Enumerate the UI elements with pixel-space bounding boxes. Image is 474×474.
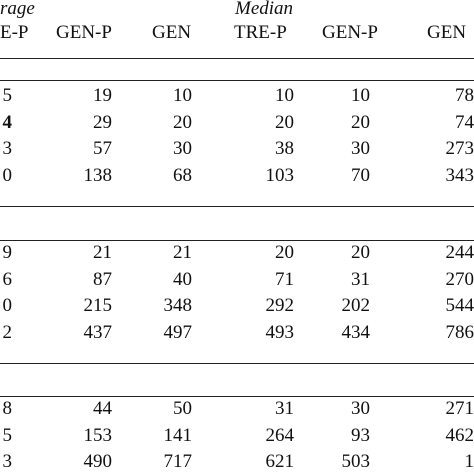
table-cell: 348 (163, 295, 192, 316)
table-cell: 31 (275, 398, 294, 419)
table-cell: 3 (2, 138, 12, 159)
table-cell: 544 (445, 295, 474, 316)
table-cell: 153 (83, 424, 112, 446)
col-header-tre-p-med: TRE-P (234, 22, 287, 43)
table-cell: 244 (445, 242, 474, 263)
group-header-average: rage (0, 0, 35, 19)
table-cell: 57 (93, 138, 112, 159)
section-rule (0, 363, 474, 364)
table-cell: 9 (2, 242, 12, 263)
group-header-median: Median (235, 0, 294, 19)
table-cell: 503 (341, 451, 370, 472)
table-cell: 20 (173, 111, 192, 133)
table-cell: 493 (265, 321, 294, 343)
table-cell: 30 (351, 138, 370, 159)
table-cell: 3 (2, 451, 12, 472)
table-cell: 70 (351, 164, 370, 186)
table-cell: 30 (351, 398, 370, 419)
table-cell: 10 (351, 85, 370, 106)
table-cell: 44 (93, 398, 112, 419)
section-rule (0, 396, 474, 397)
table-cell: 264 (265, 424, 294, 446)
table-cell: 270 (445, 268, 474, 290)
table-cell: 30 (173, 138, 192, 159)
table-cell: 5 (2, 85, 12, 106)
table-cell: 29 (93, 111, 112, 133)
table-cell: 1 (464, 451, 474, 472)
table-cell: 717 (163, 451, 192, 472)
table-cell: 31 (351, 268, 370, 290)
table-cell: 2 (2, 321, 12, 343)
table-cell: 40 (173, 268, 192, 290)
table-cell: 8 (2, 398, 12, 419)
table-cell: 71 (275, 268, 294, 290)
col-header-tre-p-avg: E-P (0, 22, 29, 43)
table-cell: 138 (83, 164, 112, 186)
table-cell: 434 (341, 321, 370, 343)
table-cell: 202 (341, 295, 370, 316)
section-rule (0, 240, 474, 241)
table-cell: 21 (173, 242, 192, 263)
table-cell: 497 (163, 321, 192, 343)
table-cell: 20 (275, 111, 294, 133)
table-cell: 437 (83, 321, 112, 343)
table-cell: 50 (173, 398, 192, 419)
table-cell: 103 (265, 164, 294, 186)
table-cell: 273 (445, 138, 474, 159)
table-cell: 93 (351, 424, 370, 446)
table-cell: 0 (2, 295, 12, 316)
header-rule (0, 58, 474, 59)
table-cell: 20 (351, 242, 370, 263)
table-cell: 68 (173, 164, 192, 186)
table-cell: 0 (2, 164, 12, 186)
table-cell: 621 (265, 451, 294, 472)
table-cell: 141 (163, 424, 192, 446)
table-cell: 490 (83, 451, 112, 472)
table-cell: 10 (275, 85, 294, 106)
col-header-gen-p-avg: GEN-P (56, 22, 112, 43)
col-header-gen-p-med: GEN-P (322, 22, 378, 43)
table-cell: 20 (275, 242, 294, 263)
table-cell: 343 (445, 164, 474, 186)
table-cell: 87 (93, 268, 112, 290)
table-cell: 292 (265, 295, 294, 316)
col-header-gen-avg: GEN (152, 22, 192, 43)
table-cell: 38 (275, 138, 294, 159)
table-cell: 5 (2, 424, 12, 446)
table-cell: 271 (445, 398, 474, 419)
table-cell: 462 (445, 424, 474, 446)
table-cell: 20 (351, 111, 370, 133)
table-cell: 215 (83, 295, 112, 316)
table-cell: 78 (455, 85, 474, 106)
col-header-gen-med: GEN (427, 22, 467, 43)
table-cell: 19 (93, 85, 112, 106)
table-cell: 10 (173, 85, 192, 106)
section-rule (0, 206, 474, 207)
table-cell: 4 (2, 111, 12, 133)
table-cell: 6 (2, 268, 12, 290)
table-cell: 786 (445, 321, 474, 343)
section-rule (0, 80, 474, 81)
table-cell: 74 (455, 111, 474, 133)
table-cell: 21 (93, 242, 112, 263)
